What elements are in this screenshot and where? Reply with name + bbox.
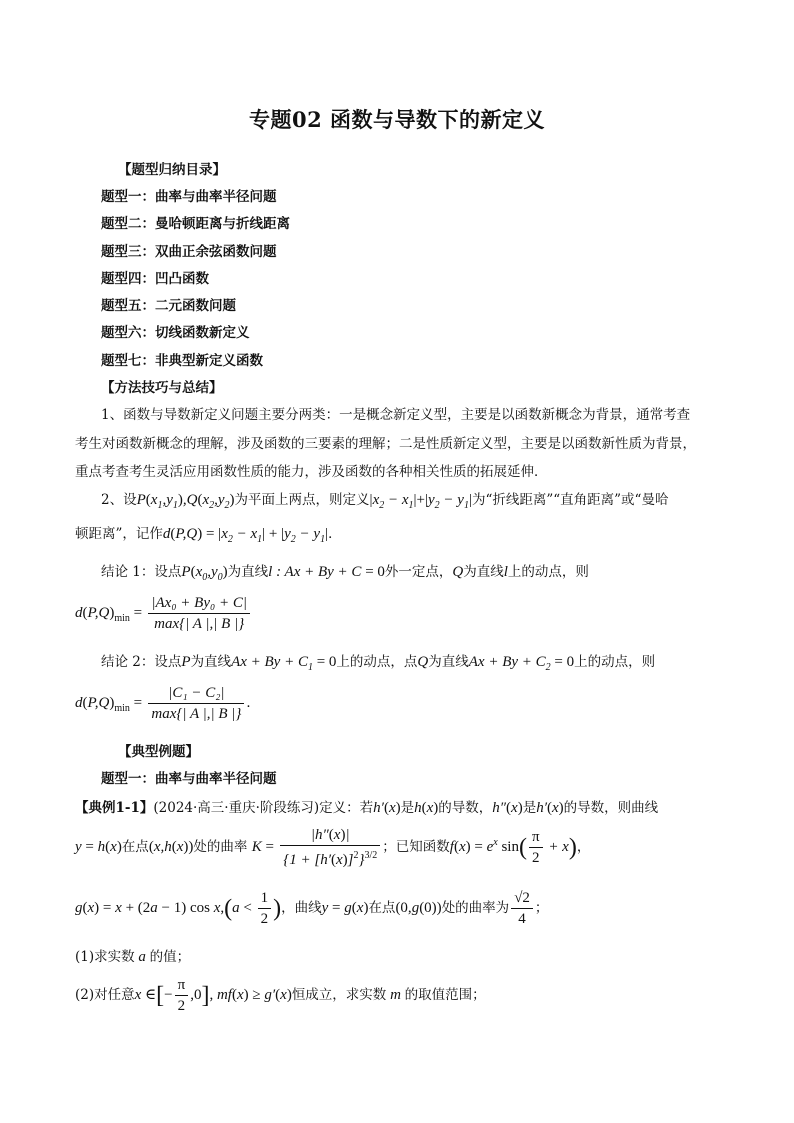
numerator: |Ax₀ + By₀ + C| xyxy=(148,593,250,614)
text: 在点 xyxy=(368,900,396,916)
page-title: 专题02 函数与导数下的新定义 xyxy=(248,107,546,132)
formula: g(x) = x + (2a − 1) cos x,(a < $\frac{1}{2}$ ) xyxy=(75,890,282,928)
method-p2-line2 xyxy=(75,522,342,545)
question-1 xyxy=(75,945,190,966)
text: ． xyxy=(328,526,342,542)
denominator: max{| A |,| B |} xyxy=(154,616,245,632)
example-line-3: g(x) = x + (2a − 1) cos x,(a < $\frac{1}{2}$ )，曲线y = g(x)在点(0,g(0))处的曲率为 $\frac{√2}{4}$ ； xyxy=(75,890,549,928)
curvature-fraction xyxy=(280,825,380,870)
formula: Q xyxy=(417,654,429,670)
toc-item: 题型七：非典型新定义函数 xyxy=(101,353,263,369)
text: 上的动点，则 xyxy=(574,654,656,670)
type-heading: 题型一：曲率与曲率半径问题 xyxy=(101,771,277,787)
text: 外一定点， xyxy=(384,564,453,580)
text: (1)求实数 xyxy=(75,949,135,965)
toc-item: 题型一：曲率与曲率半径问题 xyxy=(101,189,277,205)
formula: h′(x) xyxy=(536,800,564,816)
method-p1-line: 1、函数与导数新定义问题主要分两类：一是概念新定义型，主要是以函数新概念为背景，通常考查 xyxy=(101,407,691,423)
method-heading: 【方法技巧与总结】 xyxy=(101,380,223,396)
text: 在点 xyxy=(121,839,149,855)
text: 结论 1：设点 xyxy=(101,564,182,580)
toc-item: 题型四：凹凸函数 xyxy=(101,271,209,287)
examples-heading: 【典型例题】 xyxy=(118,744,199,760)
denominator: max{| A |,| B |} xyxy=(151,706,242,722)
formula: P xyxy=(181,654,191,670)
text: 的导数，则曲线 xyxy=(563,800,659,816)
numerator: |h″(x)| xyxy=(280,825,380,846)
text: 处的曲率 xyxy=(193,839,248,855)
example-line-2: y = h(x)在点(x,h(x))处的曲率 K = $\frac{|h''(x)|}{\{1 + [h'(x)]^2\}^{3/2}}$ ；已知函数$f(x) = e^x$ sin( $\frac{\pi}{2}$ + x)， xyxy=(75,827,591,868)
pi-over-2: $\frac{\pi}{2}$ xyxy=(529,827,543,868)
formula: Q xyxy=(452,564,464,580)
text: 恒成立，求实数 xyxy=(291,986,387,1003)
text: ；已知函数 xyxy=(382,839,450,855)
fraction xyxy=(148,683,244,724)
text: 为直线 xyxy=(190,654,232,670)
formula: h′(x) xyxy=(373,800,401,816)
text: 为“折线距离”“直角距离”或“曼哈 xyxy=(471,492,669,508)
text: 顿距离”，记作 xyxy=(75,526,163,542)
text: 的取值范围； xyxy=(404,986,486,1003)
formula: $P(x_0,y_0)$ xyxy=(181,564,228,583)
formula: l : Ax + By + C = 0 xyxy=(268,564,385,580)
formula: $d(P,Q) = |x_2 - x_1| + |y_2 - y_1|$ xyxy=(162,526,329,545)
formula: $Ax + By + C_2 = 0$ xyxy=(468,654,575,673)
conclusion-2-formula: $d(P,Q)_{min}$ = $\frac{\text{|C₁ − C₂|}}{\max\{| A |,| B |\}}$ ． xyxy=(75,685,260,722)
toc-item: 题型六：切线函数新定义 xyxy=(101,325,250,341)
formula: h(x) xyxy=(414,800,439,816)
formula: y = h(x) xyxy=(75,839,122,855)
toc-item: 题型五：二元函数问题 xyxy=(101,298,236,314)
method-p1-line: 重点考查考生灵活应用函数性质的能力，涉及函数的各种相关性质的拓展延伸． xyxy=(75,464,548,480)
example-line-1 xyxy=(75,796,658,817)
formula: (x,h(x)) xyxy=(148,839,194,855)
pi-over-2: $\frac{\pi}{2}$ xyxy=(175,975,189,1016)
text: 为直线 xyxy=(463,564,504,580)
formula: a xyxy=(134,949,150,965)
formula-lhs: $d(P,Q)_{min}$ = xyxy=(75,605,143,624)
text: (2024·高三·重庆·阶段练习)定义：若 xyxy=(153,800,374,816)
text: 结论 2：设点 xyxy=(101,654,182,670)
formula: $|x_2 - x_1|+|y_2 - y_1|$ xyxy=(369,492,472,511)
text: 的值； xyxy=(149,949,191,965)
text: 是 xyxy=(522,800,537,816)
half: $\frac{1}{2}$ xyxy=(258,888,272,929)
example-tag: 【典例1-1】 xyxy=(75,800,154,816)
text: 为直线 xyxy=(428,654,469,670)
formula: m xyxy=(386,986,405,1003)
toc-item: 题型二：曼哈顿距离与折线距离 xyxy=(101,216,290,232)
formula: (0,g(0)) xyxy=(395,900,442,916)
formula: $f(x) = e^x$ sin( $\frac{\pi}{2}$ + x) xyxy=(449,829,577,867)
formula: x ∈[− $\frac{\pi}{2}$ ,0], mf(x) ≥ g′(x) xyxy=(134,977,292,1014)
formula-lhs: $d(P,Q)_{min}$ = xyxy=(75,695,143,714)
text: 上的动点，则 xyxy=(507,564,589,580)
text: 是 xyxy=(400,800,415,816)
text: 为直线 xyxy=(227,564,269,580)
text: 上的动点，点 xyxy=(336,654,418,670)
text: 为平面上两点，则定义 xyxy=(234,492,370,508)
text: 处的曲率为 xyxy=(441,900,510,916)
toc-item: 题型三：双曲正余弦函数问题 xyxy=(101,244,277,260)
formula: y = g(x) xyxy=(321,900,369,916)
formula: $P(x_1,y_1),Q(x_2,y_2)$ xyxy=(136,492,235,511)
text: 的导数， xyxy=(438,800,493,816)
curvature-value: $\frac{√2}{4}$ xyxy=(511,888,533,929)
formula: K = xyxy=(251,839,274,855)
method-p1-line: 考生对函数新概念的理解，涉及函数的三要素的理解；二是性质新定义型，主要是以函数新性质为背景， xyxy=(75,436,696,452)
conclusion-2-line xyxy=(101,650,655,673)
denominator: $\{1 + [h'(x)]^2\}^{3/2}$ xyxy=(283,850,378,868)
fraction xyxy=(148,593,250,634)
conclusion-1-formula xyxy=(75,593,252,634)
text: (2)对任意 xyxy=(75,986,135,1003)
formula: l xyxy=(503,564,508,580)
method-p2-line1 xyxy=(101,488,668,511)
text: ，曲线 xyxy=(281,900,322,916)
conclusion-1-line xyxy=(101,560,589,583)
question-2 xyxy=(75,975,486,1016)
text: 2、设 xyxy=(101,492,137,508)
formula: $Ax + By + C_1 = 0$ xyxy=(231,654,337,673)
formula: h″(x) xyxy=(492,800,523,816)
toc-heading: 【题型归纳目录】 xyxy=(118,162,226,178)
numerator: |C₁ − C₂| xyxy=(148,683,244,704)
